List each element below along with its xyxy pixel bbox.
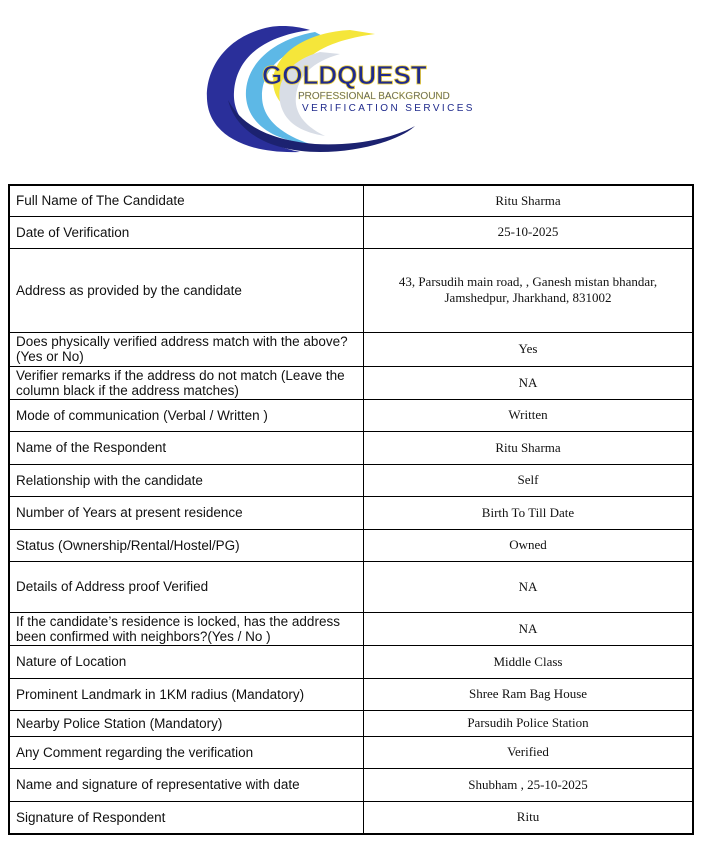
table-row bbox=[9, 710, 693, 736]
table-row bbox=[9, 366, 693, 399]
field-value: Written bbox=[364, 399, 694, 431]
field-label: Prominent Landmark in 1KM radius (Mandatory) bbox=[9, 678, 364, 710]
table-row bbox=[9, 332, 693, 366]
field-value: Ritu Sharma bbox=[364, 185, 694, 216]
table-row bbox=[9, 678, 693, 710]
field-value: Middle Class bbox=[364, 645, 694, 678]
field-label: Any Comment regarding the verification bbox=[9, 736, 364, 768]
field-label: If the candidate’s residence is locked, has the address been confirmed with neighbors?(Yes / No ) bbox=[9, 612, 364, 645]
table-row bbox=[9, 248, 693, 332]
field-value: Verified bbox=[364, 736, 694, 768]
field-value: Ritu Sharma bbox=[364, 431, 694, 464]
field-label: Full Name of The Candidate bbox=[9, 185, 364, 216]
table-row bbox=[9, 645, 693, 678]
goldquest-logo bbox=[200, 22, 505, 157]
field-label: Name of the Respondent bbox=[9, 431, 364, 464]
table-row bbox=[9, 185, 693, 216]
field-label: Details of Address proof Verified bbox=[9, 561, 364, 612]
address-verification-table bbox=[8, 184, 694, 835]
table-row bbox=[9, 496, 693, 529]
field-value: NA bbox=[364, 561, 694, 612]
logo-brand-text: GOLDQUEST bbox=[262, 60, 427, 90]
field-label: Relationship with the candidate bbox=[9, 464, 364, 496]
table-row bbox=[9, 399, 693, 431]
field-value: Yes bbox=[364, 332, 694, 366]
field-label: Nearby Police Station (Mandatory) bbox=[9, 710, 364, 736]
field-value: Parsudih Police Station bbox=[364, 710, 694, 736]
field-value: 43, Parsudih main road, , Ganesh mistan bhandar, Jamshedpur, Jharkhand, 831002 bbox=[364, 248, 694, 332]
table-row bbox=[9, 736, 693, 768]
table-row bbox=[9, 612, 693, 645]
field-value: 25-10-2025 bbox=[364, 216, 694, 248]
field-value: Self bbox=[364, 464, 694, 496]
field-value: Shubham , 25-10-2025 bbox=[364, 768, 694, 801]
table-row bbox=[9, 216, 693, 248]
field-value: Shree Ram Bag House bbox=[364, 678, 694, 710]
field-label: Nature of Location bbox=[9, 645, 364, 678]
field-value: Owned bbox=[364, 529, 694, 561]
table-row bbox=[9, 529, 693, 561]
field-label: Date of Verification bbox=[9, 216, 364, 248]
field-label: Signature of Respondent bbox=[9, 801, 364, 834]
field-value: Ritu bbox=[364, 801, 694, 834]
field-label: Verifier remarks if the address do not match (Leave the column black if the address matches) bbox=[9, 366, 364, 399]
table-row bbox=[9, 431, 693, 464]
field-label: Number of Years at present residence bbox=[9, 496, 364, 529]
logo-tagline-1: PROFESSIONAL BACKGROUND bbox=[298, 91, 450, 102]
field-value: NA bbox=[364, 612, 694, 645]
logo-tagline-2: VERIFICATION SERVICES bbox=[302, 103, 475, 114]
table-row bbox=[9, 768, 693, 801]
field-label: Address as provided by the candidate bbox=[9, 248, 364, 332]
table-row bbox=[9, 801, 693, 834]
field-label: Status (Ownership/Rental/Hostel/PG) bbox=[9, 529, 364, 561]
table-row bbox=[9, 561, 693, 612]
field-value: Birth To Till Date bbox=[364, 496, 694, 529]
field-label: Name and signature of representative with date bbox=[9, 768, 364, 801]
field-label: Does physically verified address match with the above? (Yes or No) bbox=[9, 332, 364, 366]
field-value: NA bbox=[364, 366, 694, 399]
field-label: Mode of communication (Verbal / Written ) bbox=[9, 399, 364, 431]
table-row bbox=[9, 464, 693, 496]
